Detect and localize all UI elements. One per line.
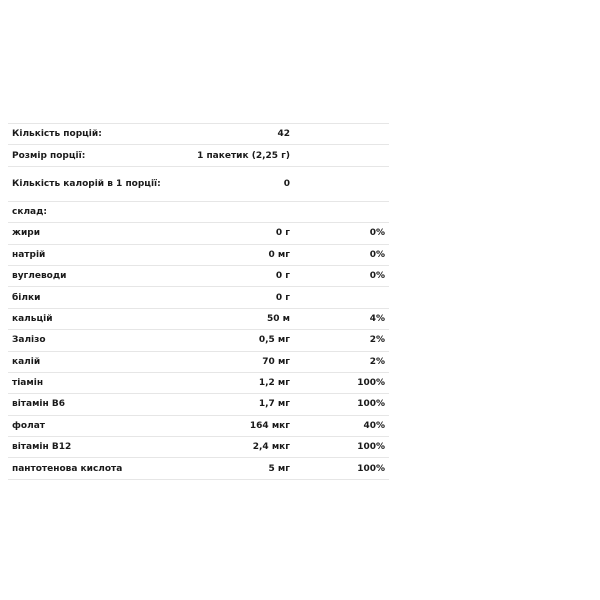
row-label: фолат [8, 415, 166, 436]
row-label: натрій [8, 244, 166, 265]
row-daily-value: 0% [294, 265, 389, 286]
row-amount [166, 201, 294, 222]
row-amount: 0 г [166, 223, 294, 244]
row-label: кальцій [8, 308, 166, 329]
row-daily-value: 40% [294, 415, 389, 436]
row-label: Кількість порцій: [8, 124, 166, 145]
row-amount: 0 г [166, 265, 294, 286]
row-daily-value: 0% [294, 223, 389, 244]
row-daily-value: 0% [294, 244, 389, 265]
row-label: вітамін B12 [8, 437, 166, 458]
table-row [8, 351, 389, 372]
row-label: Залізо [8, 330, 166, 351]
row-daily-value: 2% [294, 330, 389, 351]
row-daily-value: 100% [294, 437, 389, 458]
row-daily-value [294, 166, 389, 201]
row-amount: 42 [166, 124, 294, 145]
row-daily-value [294, 145, 389, 166]
table-row [8, 437, 389, 458]
table-row [8, 201, 389, 222]
row-amount: 5 мг [166, 458, 294, 479]
table-row [8, 458, 389, 479]
row-daily-value: 100% [294, 394, 389, 415]
nutrition-facts-table [8, 123, 389, 480]
row-label: пантотенова кислота [8, 458, 166, 479]
table-row [8, 124, 389, 145]
row-daily-value: 4% [294, 308, 389, 329]
row-daily-value [294, 201, 389, 222]
row-label: вітамін B6 [8, 394, 166, 415]
table-row [8, 415, 389, 436]
row-amount: 0 г [166, 287, 294, 308]
table-row [8, 372, 389, 393]
row-label: Розмір порції: [8, 145, 166, 166]
row-amount: 164 мкг [166, 415, 294, 436]
row-label: жири [8, 223, 166, 244]
table-row [8, 330, 389, 351]
row-amount: 70 мг [166, 351, 294, 372]
row-amount: 0 мг [166, 244, 294, 265]
table-row [8, 265, 389, 286]
row-label: Кількість калорій в 1 порції: [8, 166, 166, 201]
row-daily-value: 100% [294, 372, 389, 393]
row-daily-value [294, 287, 389, 308]
table-row [8, 394, 389, 415]
row-amount: 50 м [166, 308, 294, 329]
row-label: вуглеводи [8, 265, 166, 286]
row-label: склад: [8, 201, 166, 222]
row-daily-value: 100% [294, 458, 389, 479]
table-row [8, 308, 389, 329]
row-daily-value: 2% [294, 351, 389, 372]
row-amount: 2,4 мкг [166, 437, 294, 458]
row-daily-value [294, 124, 389, 145]
row-label: калій [8, 351, 166, 372]
table-row [8, 223, 389, 244]
row-amount: 1,7 мг [166, 394, 294, 415]
row-amount: 1 пакетик (2,25 г) [166, 145, 294, 166]
table-row [8, 145, 389, 166]
table-row [8, 166, 389, 201]
row-amount: 0 [166, 166, 294, 201]
row-amount: 1,2 мг [166, 372, 294, 393]
table-row [8, 287, 389, 308]
row-amount: 0,5 мг [166, 330, 294, 351]
row-label: білки [8, 287, 166, 308]
table-row [8, 244, 389, 265]
row-label: тіамін [8, 372, 166, 393]
